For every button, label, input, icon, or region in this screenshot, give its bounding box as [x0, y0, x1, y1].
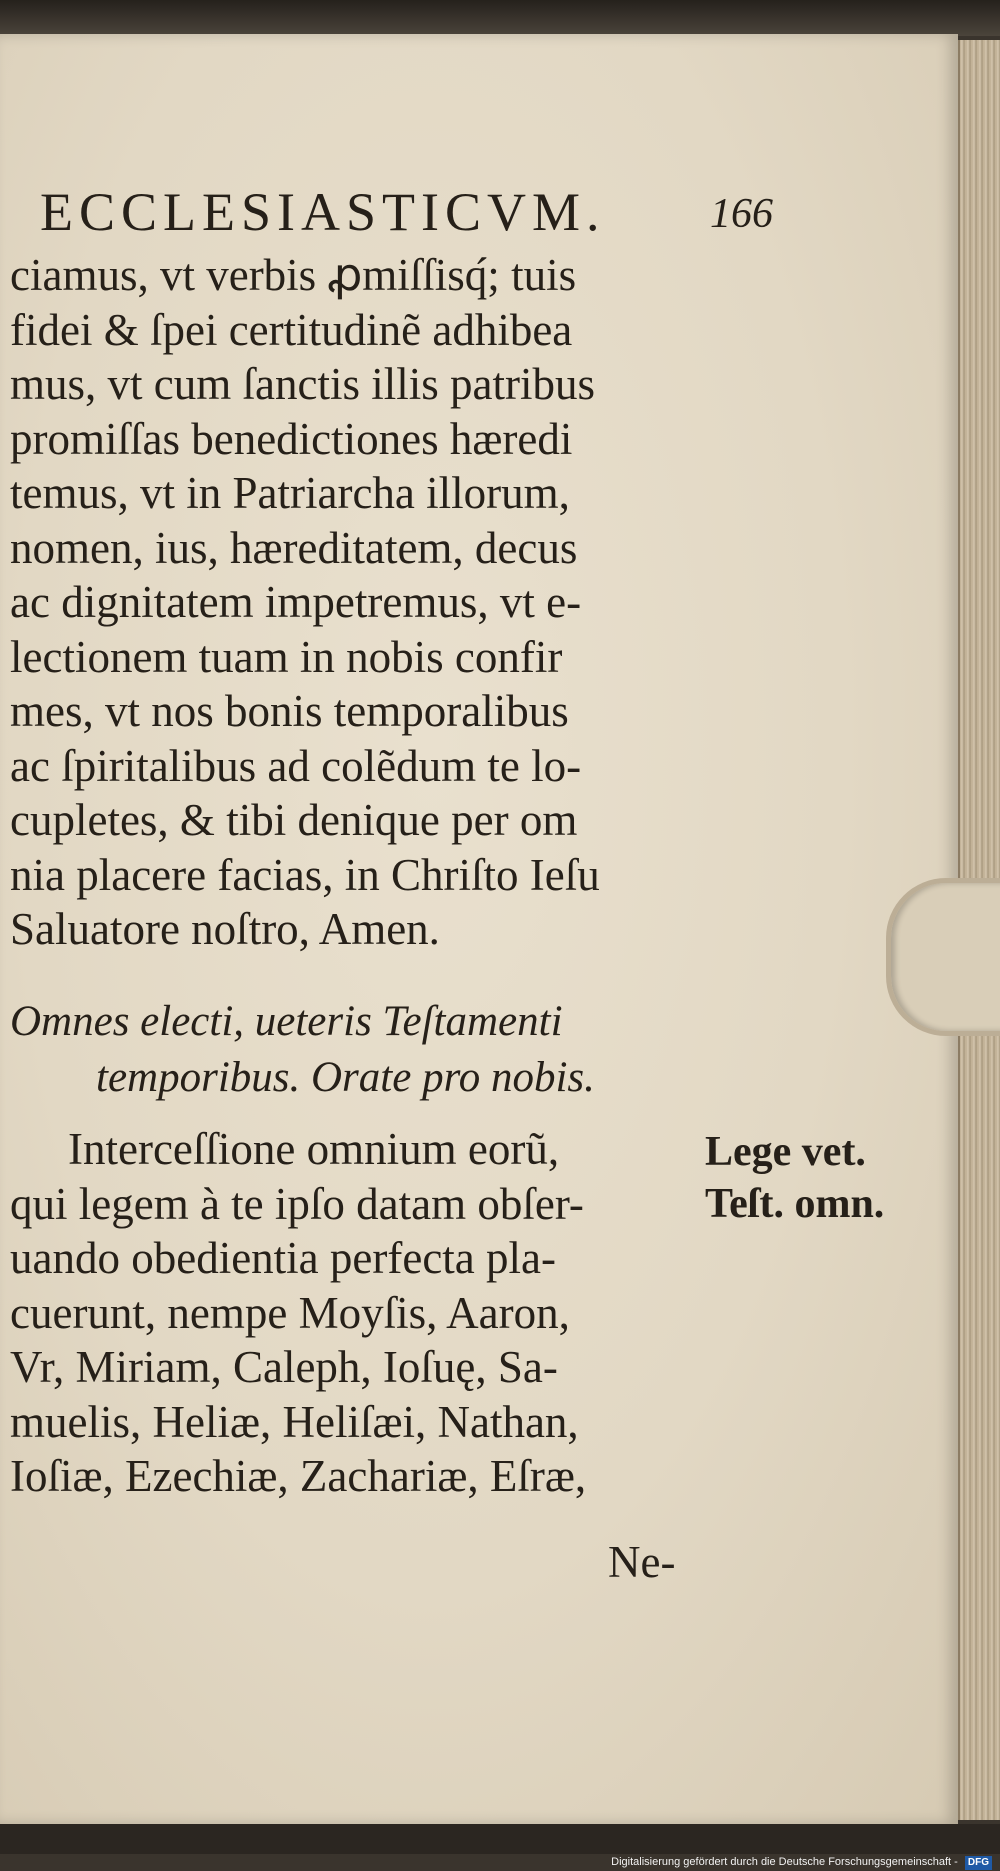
body-text-block-1 — [10, 248, 710, 957]
text-line: nomen, ius, hæreditatem, decus — [10, 522, 578, 573]
text-line: Ioſiæ, Ezechiæ, Zachariæ, Eſræ, — [10, 1451, 587, 1501]
text-line: cupletes, & tibi denique per om — [10, 795, 578, 845]
text-line: promiſſas benedictiones hæredi — [10, 413, 573, 464]
bottom-book-edge — [0, 1824, 1000, 1854]
text-line: ciamus, vt verbis ꝓmiſſisq́; tuis — [10, 250, 577, 300]
text-line: Vr, Miriam, Caleph, Ioſuę, Sa- — [10, 1342, 558, 1392]
text-line: fidei & ſpei certitudinẽ adhibea — [10, 304, 573, 355]
marginal-note — [705, 1126, 905, 1230]
text-line: ac dignitatem impetremus, vt e- — [10, 577, 582, 627]
marginal-note-line: Teſt. omn. — [705, 1181, 885, 1227]
running-head: ECCLESIASTICVM. — [40, 182, 606, 242]
text-line: temus, vt in Patriarcha illorum, — [10, 468, 570, 518]
marginal-note-line: Lege vet. — [705, 1129, 866, 1175]
top-book-edge — [0, 0, 1000, 36]
text-line: uando obedientia perfecta pla- — [10, 1233, 556, 1283]
body-text-block-2 — [10, 1122, 710, 1504]
text-line: ac ſpiritalibus ad colẽdum te lo- — [10, 740, 582, 791]
text-line: mes, vt nos bonis temporalibus — [10, 686, 569, 736]
credit-text: Digitalisierung gefördert durch die Deutsche Forschungsgemeinschaft - — [611, 1856, 958, 1868]
book-page — [0, 34, 958, 1824]
rubric-line: Omnes electi, ueteris Teſtamenti — [10, 998, 563, 1045]
book-clasp — [886, 878, 1000, 1036]
text-line: lectionem tuam in nobis confir — [10, 631, 563, 682]
text-line: muelis, Heliæ, Heliſæi, Nathan, — [10, 1396, 579, 1447]
text-line: qui legem à te ipſo datam obſer- — [10, 1178, 584, 1229]
digitization-credit — [611, 1854, 992, 1871]
text-line: cuerunt, nempe Moyſis, Aaron, — [10, 1287, 570, 1338]
page-number: 166 — [710, 191, 773, 237]
rubric-invocation — [10, 994, 710, 1106]
text-line: mus, vt cum ſanctis illis patribus — [10, 359, 595, 409]
text-line: nia placere facias, in Chriſto Ieſu — [10, 849, 600, 900]
catchword: Ne- — [608, 1537, 676, 1587]
text-line: Saluatore noſtro, Amen. — [10, 904, 440, 954]
text-line: Interceſſione omnium eorũ, — [68, 1124, 560, 1174]
dfg-logo: DFG — [965, 1856, 992, 1870]
rubric-line: temporibus. Orate pro nobis. — [96, 1054, 595, 1101]
